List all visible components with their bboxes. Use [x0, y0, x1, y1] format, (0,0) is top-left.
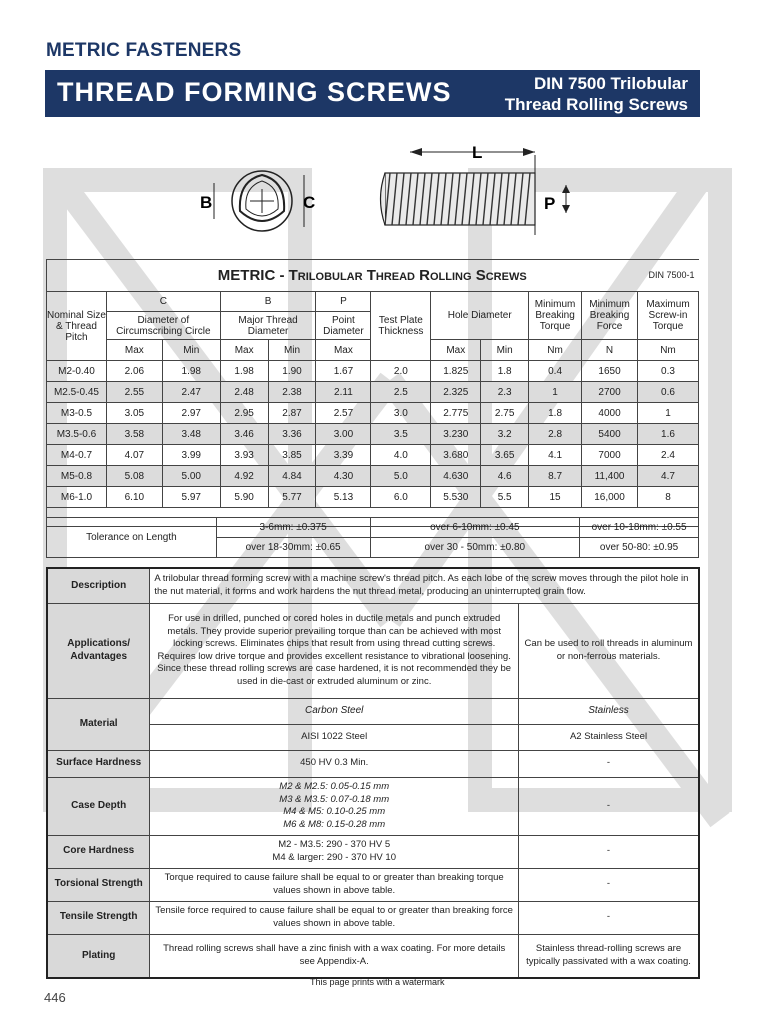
table-cell: 5.13: [316, 487, 371, 508]
table-cell: 3.36: [268, 424, 316, 445]
table-cell: M3-0.5: [47, 403, 107, 424]
title-prefix: METRIC -: [217, 267, 289, 284]
table-cell: 7000: [582, 445, 638, 466]
sub-unit-n: N: [582, 340, 638, 361]
title-banner: [45, 70, 700, 117]
col-hole: Hole Diameter: [431, 292, 529, 340]
tolerance-6-10: over 6-10mm: ±0.45: [370, 518, 580, 538]
tolerance-3-6: 3-6mm: ±0.375: [216, 518, 370, 538]
torsional-strength-label: Torsional Strength: [47, 868, 150, 901]
table-cell: 3.05: [106, 403, 162, 424]
sub-max: Max: [431, 340, 481, 361]
banner-subtitle-line1: DIN 7500 Trilobular: [534, 74, 688, 93]
table-cell: 5.08: [106, 466, 162, 487]
sub-max: Max: [316, 340, 371, 361]
table-cell: 2.55: [106, 382, 162, 403]
properties-table: [46, 567, 700, 979]
col-nominal: Nominal Size & Thread Pitch: [47, 292, 107, 361]
table-cell: 4.84: [268, 466, 316, 487]
table-cell: 2.325: [431, 382, 481, 403]
material-label: Material: [47, 698, 150, 750]
trilobe-end-view: [214, 171, 304, 231]
table-cell: 3.58: [106, 424, 162, 445]
page-number: 446: [44, 990, 66, 1005]
table-cell: 5.77: [268, 487, 316, 508]
table-row: [47, 382, 699, 403]
table-cell: 3.48: [162, 424, 220, 445]
table-cell: 0.4: [529, 361, 582, 382]
case-depth-line: M6 & M8: 0.15-0.28 mm: [283, 818, 386, 830]
col-min-force: Minimum Breaking Force: [582, 292, 638, 340]
table-cell: 1.90: [268, 361, 316, 382]
table-cell: 1.8: [481, 361, 529, 382]
table-cell: 2.3: [481, 382, 529, 403]
table-cell: 5400: [582, 424, 638, 445]
table-cell: 3.39: [316, 445, 371, 466]
table-cell: 3.99: [162, 445, 220, 466]
tensile-strength-label: Tensile Strength: [47, 901, 150, 934]
table-cell: 4.07: [106, 445, 162, 466]
tolerance-table: [46, 517, 699, 558]
table-cell: 2.87: [268, 403, 316, 424]
din-reference: DIN 7500-1: [637, 260, 698, 292]
col-min-torque: Minimum Breaking Torque: [529, 292, 582, 340]
table-cell: 2.38: [268, 382, 316, 403]
torsional-strength-carbon: Torque required to cause failure shall be equal to or greater than breaking torque values shown in above table.: [150, 868, 519, 901]
core-hardness-line: M2 - M3.5: 290 - 370 HV 5: [278, 839, 391, 850]
core-hardness-line: M4 & larger: 290 - 370 HV 10: [272, 851, 396, 863]
table-cell: 2.11: [316, 382, 371, 403]
case-depth-stainless: -: [519, 777, 699, 835]
table-cell: M3.5-0.6: [47, 424, 107, 445]
table-cell: 6.0: [371, 487, 431, 508]
surface-hardness-stainless: -: [519, 750, 699, 777]
tolerance-50-80: over 50-80: ±0.95: [580, 538, 699, 558]
table-cell: 3.230: [431, 424, 481, 445]
table-cell: 4.30: [316, 466, 371, 487]
table-cell: 4.92: [220, 466, 268, 487]
applications-stainless: Can be used to roll threads in aluminum or non-ferrous materials.: [519, 603, 699, 698]
col-p: P: [316, 292, 371, 312]
page-title: THREAD FORMING SCREWS: [57, 77, 452, 107]
tolerance-18-30: over 18-30mm: ±0.65: [216, 538, 370, 558]
table-cell: 2700: [582, 382, 638, 403]
table-cell: 8.7: [529, 466, 582, 487]
case-depth-line: M3 & M3.5: 0.07-0.18 mm: [279, 793, 390, 805]
sub-unit-nm: Nm: [529, 340, 582, 361]
table-cell: M4-0.7: [47, 445, 107, 466]
core-hardness-label: Core Hardness: [47, 835, 150, 868]
spec-table-title: [47, 260, 638, 292]
table-cell: 3.0: [371, 403, 431, 424]
table-cell: 1650: [582, 361, 638, 382]
table-cell: 5.530: [431, 487, 481, 508]
table-cell: 3.680: [431, 445, 481, 466]
description-text: A trilobular thread forming screw with a machine screw's thread pitch. As each lobe of the screw moves through the pilot hole in the nut material, it forms and work hardens the nut thread metal, producing an uninterrupted grain flow.: [150, 568, 699, 603]
table-cell: 2.8: [529, 424, 582, 445]
table-cell: 1.825: [431, 361, 481, 382]
title-rest: Trilobular Thread Rolling Screws: [288, 267, 527, 284]
label-c: C: [303, 193, 316, 212]
table-cell: 4.6: [481, 466, 529, 487]
table-cell: 3.65: [481, 445, 529, 466]
plating-carbon: Thread rolling screws shall have a zinc finish with a wax coating. For more details see Appendix-A.: [150, 934, 519, 978]
table-row: [47, 487, 699, 508]
spec-table: [46, 259, 699, 527]
tensile-strength-stainless: -: [519, 901, 699, 934]
tolerance-30-50: over 30 - 50mm: ±0.80: [370, 538, 580, 558]
label-b: B: [200, 193, 213, 212]
table-cell: 16,000: [582, 487, 638, 508]
table-cell: 8: [637, 487, 698, 508]
sub-min: Min: [162, 340, 220, 361]
table-cell: 2.06: [106, 361, 162, 382]
col-c-desc: Diameter of Circumscribing Circle: [106, 312, 220, 340]
watermark-note: This page prints with a watermark: [310, 977, 445, 987]
col-b: B: [220, 292, 316, 312]
material-stainless-header: Stainless: [519, 698, 699, 724]
table-cell: 1.98: [162, 361, 220, 382]
table-row: [47, 361, 699, 382]
table-cell: 2.57: [316, 403, 371, 424]
table-cell: 1.8: [529, 403, 582, 424]
table-cell: 4.0: [371, 445, 431, 466]
tolerance-10-18: over 10-18mm: ±0.55: [580, 518, 699, 538]
tolerance-label: Tolerance on Length: [47, 518, 217, 558]
table-cell: 3.2: [481, 424, 529, 445]
table-cell: 6.10: [106, 487, 162, 508]
col-b-desc: Major Thread Diameter: [220, 312, 316, 340]
plating-label: Plating: [47, 934, 150, 978]
label-p: P: [544, 194, 556, 213]
table-cell: 1: [529, 382, 582, 403]
table-cell: M2.5-0.45: [47, 382, 107, 403]
material-carbon-header: Carbon Steel: [150, 698, 519, 724]
applications-label: Applications/ Advantages: [47, 603, 150, 698]
table-cell: 2.5: [371, 382, 431, 403]
case-depth-line: M4 & M5: 0.10-0.25 mm: [283, 806, 386, 817]
table-cell: 3.46: [220, 424, 268, 445]
table-cell: 3.93: [220, 445, 268, 466]
label-l: L: [472, 143, 483, 162]
table-cell: 2.48: [220, 382, 268, 403]
table-cell: 2.0: [371, 361, 431, 382]
table-cell: 3.85: [268, 445, 316, 466]
table-cell: 5.5: [481, 487, 529, 508]
table-row: [47, 403, 699, 424]
description-label: Description: [47, 568, 150, 603]
case-depth-label: Case Depth: [47, 777, 150, 835]
table-cell: 15: [529, 487, 582, 508]
banner-subtitle: [505, 73, 688, 115]
table-cell: 1: [637, 403, 698, 424]
col-test-plate: Test Plate Thickness: [371, 292, 431, 361]
case-depth-line: M2 & M2.5: 0.05-0.15 mm: [279, 781, 390, 792]
table-cell: 3.5: [371, 424, 431, 445]
table-cell: 1.98: [220, 361, 268, 382]
table-cell: M2-0.40: [47, 361, 107, 382]
table-cell: 2.775: [431, 403, 481, 424]
sub-unit-nm: Nm: [637, 340, 698, 361]
sub-max: Max: [220, 340, 268, 361]
table-cell: M5-0.8: [47, 466, 107, 487]
sub-max: Max: [106, 340, 162, 361]
material-carbon: AISI 1022 Steel: [150, 724, 519, 750]
table-cell: 5.90: [220, 487, 268, 508]
table-cell: 4.1: [529, 445, 582, 466]
applications-carbon: For use in drilled, punched or cored holes in ductile metals and punch extruded metals. They provide superior prevailing torque than can be achieved with most locking screws. Eliminates chips that result from using thread cutting screws. Requires low drive torque and provides excellent resistance to vibrational loosening. Since these thread rolling screws are case hardened, it is not recommended they be used in die-cast or extruded aluminum or zinc.: [150, 603, 519, 698]
col-c: C: [106, 292, 220, 312]
table-cell: M6-1.0: [47, 487, 107, 508]
table-cell: 5.00: [162, 466, 220, 487]
table-cell: 1.67: [316, 361, 371, 382]
table-cell: 4000: [582, 403, 638, 424]
table-cell: 4.7: [637, 466, 698, 487]
sub-min: Min: [481, 340, 529, 361]
col-p-desc: Point Diameter: [316, 312, 371, 340]
table-cell: 2.75: [481, 403, 529, 424]
table-cell: 5.97: [162, 487, 220, 508]
table-cell: 1.6: [637, 424, 698, 445]
table-cell: 2.97: [162, 403, 220, 424]
table-row: [47, 424, 699, 445]
table-cell: 2.47: [162, 382, 220, 403]
banner-subtitle-line2: Thread Rolling Screws: [504, 95, 688, 114]
surface-hardness-label: Surface Hardness: [47, 750, 150, 777]
case-depth-carbon: [150, 777, 519, 835]
sub-min: Min: [268, 340, 316, 361]
table-cell: 4.630: [431, 466, 481, 487]
col-max-torque: Maximum Screw-in Torque: [637, 292, 698, 340]
table-cell: 2.95: [220, 403, 268, 424]
section-label: METRIC FASTENERS: [46, 40, 242, 61]
core-hardness-stainless: -: [519, 835, 699, 868]
table-cell: 3.00: [316, 424, 371, 445]
table-cell: 5.0: [371, 466, 431, 487]
screw-diagram: [190, 135, 590, 255]
material-stainless: A2 Stainless Steel: [519, 724, 699, 750]
tensile-strength-carbon: Tensile force required to cause failure shall be equal to or greater than breaking force values shown in above table.: [150, 901, 519, 934]
table-cell: 11,400: [582, 466, 638, 487]
table-cell: 0.6: [637, 382, 698, 403]
table-cell: 0.3: [637, 361, 698, 382]
table-row: [47, 445, 699, 466]
spec-table-body: [47, 361, 699, 508]
surface-hardness-carbon: 450 HV 0.3 Min.: [150, 750, 519, 777]
table-row: [47, 466, 699, 487]
torsional-strength-stainless: -: [519, 868, 699, 901]
table-cell: 2.4: [637, 445, 698, 466]
plating-stainless: Stainless thread-rolling screws are typically passivated with a wax coating.: [519, 934, 699, 978]
core-hardness-carbon: [150, 835, 519, 868]
